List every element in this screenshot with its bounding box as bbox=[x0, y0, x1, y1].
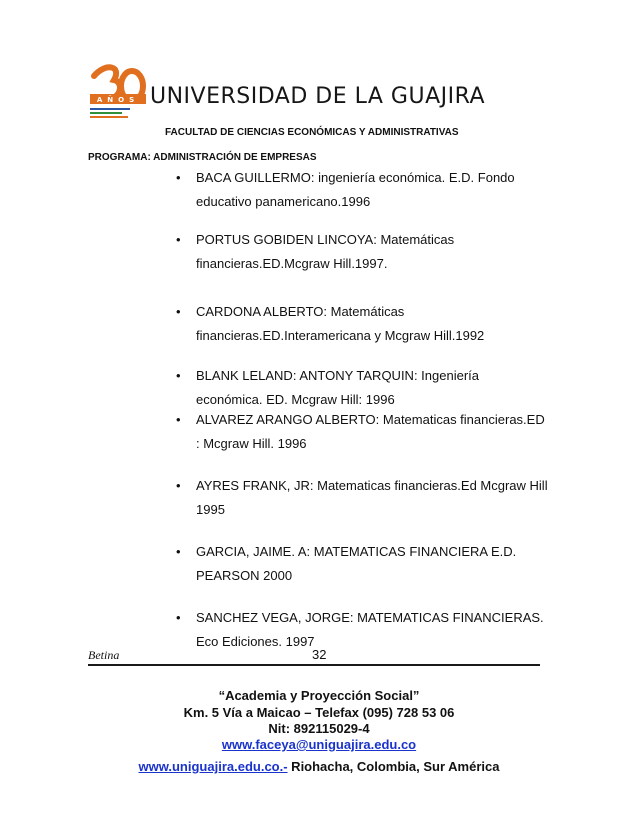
footer-divider bbox=[88, 664, 540, 666]
university-logo bbox=[88, 62, 148, 124]
bibliography-item: • AYRES FRANK, JR: Matematicas financieras.Ed Mcgraw Hill 1995 bbox=[176, 474, 548, 522]
logo-word: AÑOS bbox=[96, 96, 140, 104]
bibliography-item: • GARCIA, JAIME. A: MATEMATICAS FINANCIERA E.D. PEARSON 2000 bbox=[176, 540, 548, 588]
email-link[interactable]: www.faceya@uniguajira.edu.co bbox=[221, 737, 417, 752]
footer-website-line bbox=[0, 759, 638, 775]
bullet-icon: • bbox=[176, 304, 181, 319]
bibliography-item: • PORTUS GOBIDEN LINCOYA: Matemáticas financieras.ED.Mcgraw Hill.1997. bbox=[176, 228, 548, 276]
bibliography-item: • SANCHEZ VEGA, JORGE: MATEMATICAS FINANCIERAS. Eco Ediciones. 1997 bbox=[176, 606, 548, 654]
bibliography-item: • ALVAREZ ARANGO ALBERTO: Matematicas financieras.ED : Mcgraw Hill. 1996 bbox=[176, 408, 548, 456]
bullet-icon: • bbox=[176, 610, 181, 625]
bibliography-item: • BLANK LELAND: ANTONY TARQUIN: Ingeniería económica. ED. Mcgraw Hill: 1996 bbox=[176, 364, 548, 412]
bullet-icon: • bbox=[176, 368, 181, 383]
bullet-icon: • bbox=[176, 544, 181, 559]
bullet-icon: • bbox=[176, 232, 181, 247]
website-link[interactable]: www.uniguajira.edu.co.- bbox=[138, 759, 288, 774]
faculty-name: FACULTAD DE CIENCIAS ECONÓMICAS Y ADMINISTRATIVAS bbox=[165, 127, 459, 138]
footer-location: Riohacha, Colombia, Sur América bbox=[287, 759, 500, 774]
footer-author: Betina bbox=[88, 648, 120, 662]
bullet-icon: • bbox=[176, 170, 181, 185]
page-number: 32 bbox=[312, 647, 327, 662]
university-name: UNIVERSIDAD DE LA GUAJIRA bbox=[150, 84, 486, 109]
program-name: PROGRAMA: ADMINISTRACIÓN DE EMPRESAS bbox=[88, 152, 317, 163]
footer-motto: “Academia y Proyección Social” bbox=[218, 688, 420, 703]
footer-address: Km. 5 Vía a Maicao – Telefax (095) 728 53 06 bbox=[183, 705, 455, 720]
bibliography-item: • CARDONA ALBERTO: Matemáticas financieras.ED.Interamericana y Mcgraw Hill.1992 bbox=[176, 300, 548, 348]
footer-nit: Nit: 892115029-4 bbox=[268, 721, 370, 736]
bullet-icon: • bbox=[176, 412, 181, 427]
footer-email-line bbox=[0, 737, 638, 753]
bullet-icon: • bbox=[176, 478, 181, 493]
bibliography-item: • BACA GUILLERMO: ingeniería económica. E.D. Fondo educativo panamericano.1996 bbox=[176, 166, 548, 214]
